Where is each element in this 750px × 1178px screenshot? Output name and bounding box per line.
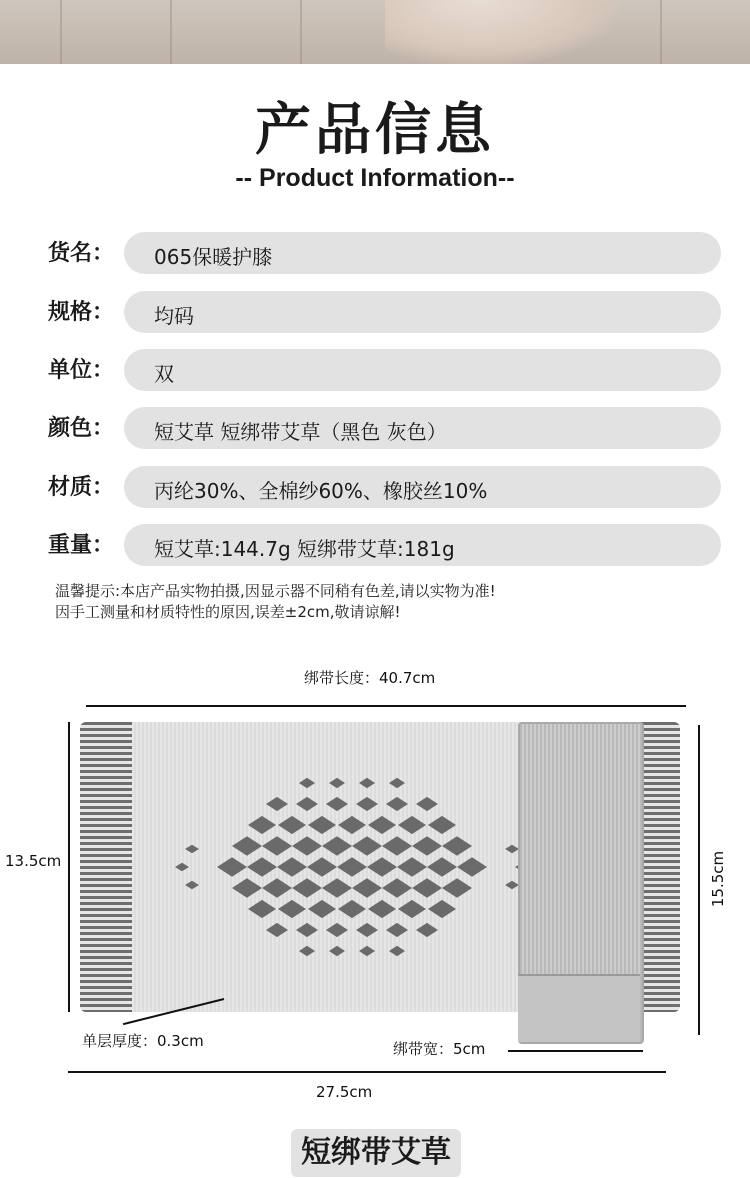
strap-fold [518, 974, 640, 1042]
pattern-diamond [266, 923, 288, 937]
spec-pill [124, 349, 721, 391]
floor-plank-line [660, 0, 662, 64]
height-right-label: 15.5cm [709, 850, 728, 908]
pattern-diamond [412, 836, 442, 856]
pattern-diamond [322, 878, 352, 898]
pattern-diamond [292, 878, 322, 898]
pattern-diamond [185, 881, 199, 889]
notice-line-2: 因手工测量和材质特性的原因,误差±2cm,敬请谅解! [55, 603, 401, 621]
floor-plank-line [300, 0, 302, 64]
pattern-diamond [416, 797, 438, 811]
spec-row-weight [0, 524, 750, 566]
knee-sleeve [132, 722, 572, 1012]
pattern-diamond [368, 816, 396, 834]
spec-pill [124, 466, 721, 508]
pattern-diamond [356, 797, 378, 811]
pattern-diamond [326, 797, 348, 811]
floor-plank-line [60, 0, 62, 64]
spec-label: 颜色： [48, 416, 115, 441]
pattern-diamond [505, 881, 519, 889]
pattern-diamond [352, 836, 382, 856]
pattern-diamond [386, 923, 408, 937]
pattern-diamond [322, 836, 352, 856]
pattern-diamond [307, 857, 337, 877]
pattern-diamond [299, 778, 315, 788]
pattern-diamond [278, 900, 306, 918]
pattern-diamond [217, 857, 247, 877]
pattern-diamond [326, 923, 348, 937]
spec-label: 重量： [48, 533, 115, 558]
pattern-diamond [299, 946, 315, 956]
pattern-diamond [278, 816, 306, 834]
pattern-diamond [412, 878, 442, 898]
pattern-diamond [457, 857, 487, 877]
pattern-diamond [359, 946, 375, 956]
pattern-diamond [296, 797, 318, 811]
height-right-line [698, 725, 700, 1035]
pattern-diamond [262, 836, 292, 856]
total-width-label: 27.5cm [316, 1083, 373, 1101]
spec-row-material [0, 466, 750, 508]
thickness-label: 单层厚度：0.3cm [82, 1032, 204, 1050]
strap-width-label: 绑带宽：5cm [393, 1040, 486, 1058]
pattern-diamond [442, 878, 472, 898]
pattern-diamond [329, 946, 345, 956]
spec-value: 丙纶30%、全棉纱60%、橡胶丝10% [154, 479, 488, 503]
pattern-diamond [356, 923, 378, 937]
pattern-diamond [185, 845, 199, 853]
spec-value: 短艾草 短绑带艾草（黑色 灰色） [154, 420, 447, 444]
pattern-diamond [382, 836, 412, 856]
pattern-diamond [337, 857, 367, 877]
spec-value: 短艾草:144.7g 短绑带艾草:181g [154, 537, 455, 561]
model-legs [385, 0, 620, 64]
pattern-diamond [296, 923, 318, 937]
pattern-diamond [329, 778, 345, 788]
pattern-diamond [398, 900, 426, 918]
pattern-diamond [277, 857, 307, 877]
pattern-diamond [175, 863, 189, 871]
total-width-line [68, 1071, 666, 1073]
height-left-label: 13.5cm [5, 852, 62, 870]
height-left-line [68, 722, 70, 1012]
pattern-diamond [397, 857, 427, 877]
spec-value: 双 [154, 362, 174, 386]
pattern-diamond [338, 900, 366, 918]
pattern-diamond [442, 836, 472, 856]
strap-length-line [86, 705, 686, 707]
spec-label: 材质： [48, 475, 115, 500]
pattern-diamond [266, 797, 288, 811]
pattern-diamond [359, 778, 375, 788]
pattern-diamond [292, 836, 322, 856]
pattern-diamond [247, 857, 277, 877]
pattern-diamond [262, 878, 292, 898]
pattern-diamond [428, 816, 456, 834]
spec-row-name [0, 232, 750, 274]
pattern-diamond [427, 857, 457, 877]
pattern-diamond [416, 923, 438, 937]
spec-row-unit [0, 349, 750, 391]
spec-label: 单位： [48, 358, 115, 383]
pattern-diamond [352, 878, 382, 898]
pattern-diamond [428, 900, 456, 918]
page-title: 产品信息 [255, 98, 495, 163]
pattern-diamond [308, 900, 336, 918]
pattern-diamond [367, 857, 397, 877]
pattern-diamond [338, 816, 366, 834]
pattern-diamond [398, 816, 426, 834]
pattern-diamond [386, 797, 408, 811]
spec-label: 规格： [48, 300, 115, 325]
spec-row-size [0, 291, 750, 333]
knee-pad-illustration [80, 722, 680, 1044]
floor-plank-line [170, 0, 172, 64]
product-name-badge: 短绑带艾草 [291, 1129, 461, 1177]
pattern-diamond [389, 946, 405, 956]
spec-label: 货名： [48, 241, 115, 266]
spec-pill [124, 232, 721, 274]
pattern-diamond [389, 778, 405, 788]
pattern-diamond [248, 816, 276, 834]
left-cuff [80, 722, 138, 1012]
pattern-diamond [232, 878, 262, 898]
spec-row-color [0, 407, 750, 449]
spec-value: 065保暖护膝 [154, 245, 273, 269]
spec-value: 均码 [154, 304, 194, 328]
pattern-diamond [308, 816, 336, 834]
pattern-diamond [368, 900, 396, 918]
notice-line-1: 温馨提示:本店产品实物拍摄,因显示器不同稍有色差,请以实物为准! [55, 582, 496, 600]
spec-pill [124, 524, 721, 566]
diamond-pattern [132, 722, 572, 1012]
pattern-diamond [248, 900, 276, 918]
spec-pill [124, 407, 721, 449]
pattern-diamond [232, 836, 262, 856]
pattern-diamond [382, 878, 412, 898]
pattern-diamond [505, 845, 519, 853]
strap-width-line [508, 1050, 643, 1052]
header-photo [0, 0, 750, 64]
spec-pill [124, 291, 721, 333]
page-subtitle: -- Product Information-- [235, 164, 515, 192]
strap-length-label: 绑带长度：40.7cm [304, 669, 436, 687]
